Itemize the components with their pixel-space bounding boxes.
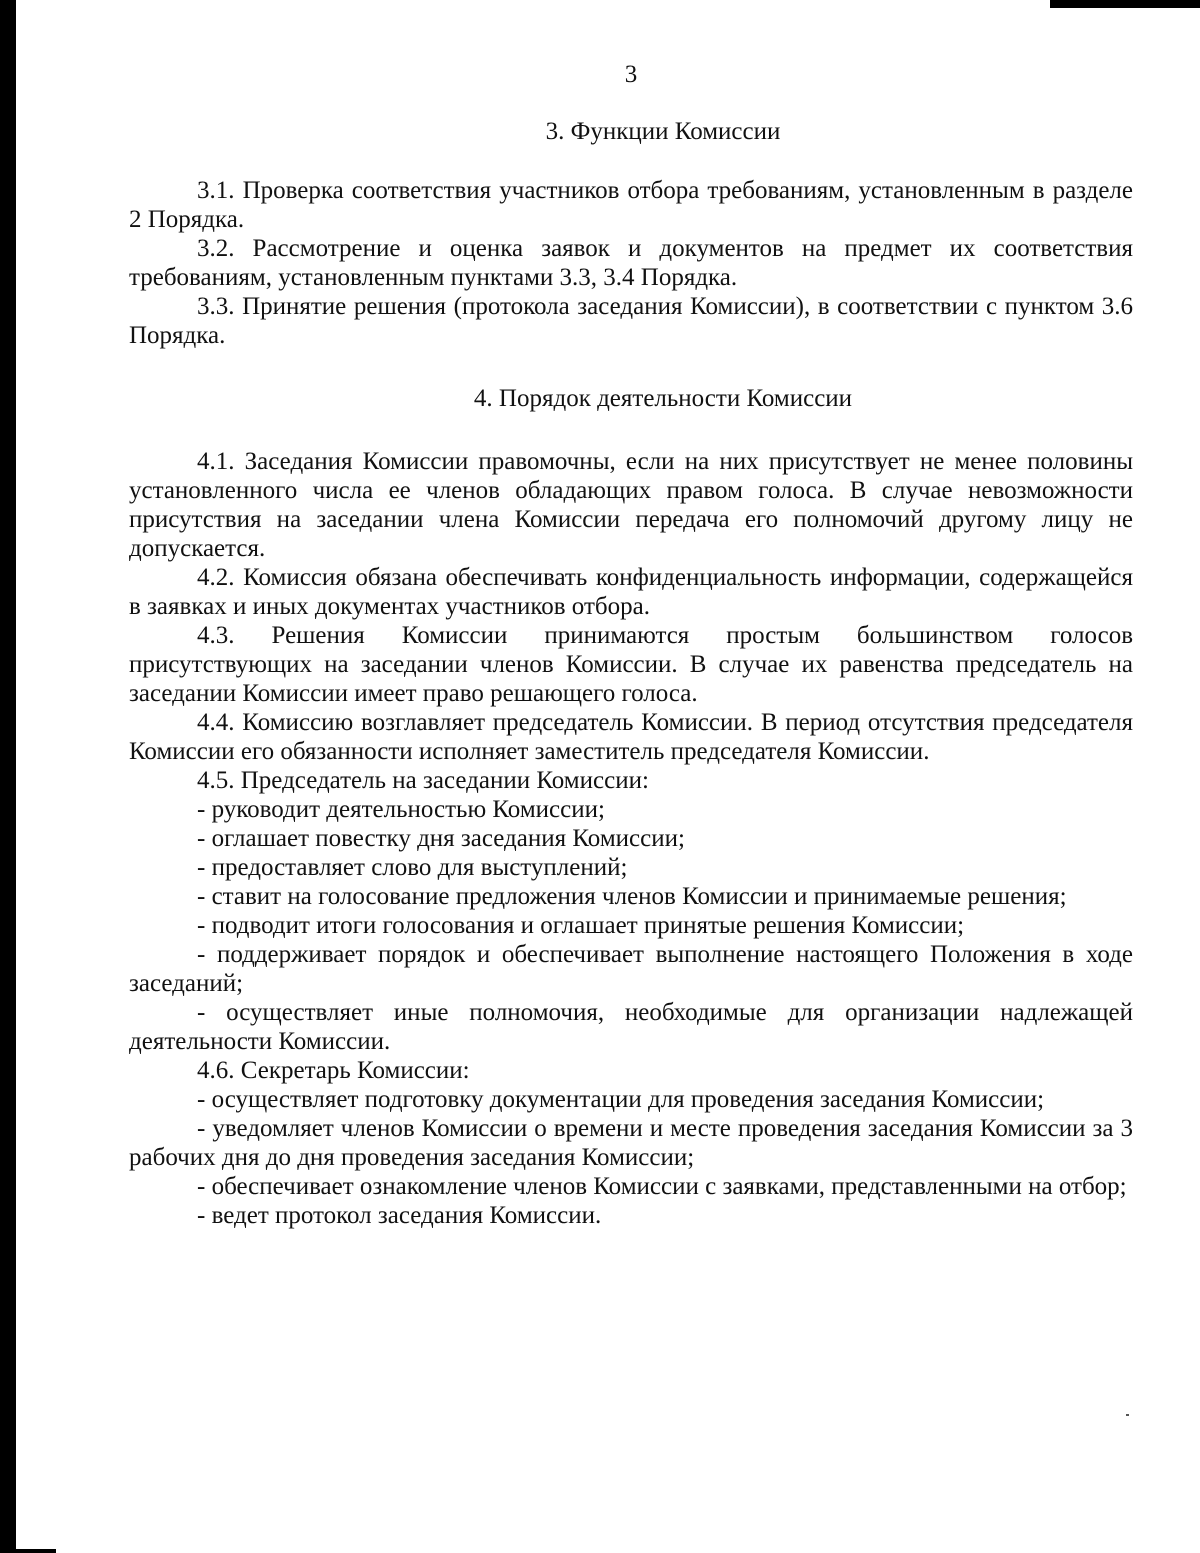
list-item: - ведет протокол заседания Комиссии. — [197, 1202, 602, 1229]
document-body — [129, 117, 1133, 1230]
paragraph-4-4: 4.4. Комиссию возглавляет председатель Комиссии. В период отсутствия председателя Комиссии его обязанности исполняет заместитель председателя Комиссии. — [129, 709, 1133, 765]
list-item: - руководит деятельностью Комиссии; — [197, 796, 605, 823]
list-item: - ставит на голосование предложения членов Комиссии и принимаемые решения; — [197, 883, 1067, 910]
list-item: - подводит итоги голосования и оглашает принятые решения Комиссии; — [197, 912, 965, 939]
list-item: - осуществляет иные полномочия, необходимые для организации надлежащей деятельности Комиссии. — [129, 999, 1133, 1055]
paragraph-4-5: 4.5. Председатель на заседании Комиссии: — [197, 767, 649, 794]
list-item: - оглашает повестку дня заседания Комиссии; — [197, 825, 685, 852]
list-item: - предоставляет слово для выступлений; — [197, 854, 628, 881]
scan-speck — [1126, 1414, 1129, 1416]
paragraph-4-3: 4.3. Решения Комиссии принимаются простым большинством голосов присутствующих на заседании членов Комиссии. В случае их равенства председатель на заседании Комиссии имеет право решающего голоса. — [129, 622, 1133, 707]
scan-edge-bottom — [16, 1549, 56, 1553]
scan-edge-left — [0, 0, 16, 1553]
paragraph-4-2: 4.2. Комиссия обязана обеспечивать конфиденциальность информации, содержащейся в заявках и иных документах участников отбора. — [129, 564, 1133, 620]
section-3-heading: 3. Функции Комиссии — [545, 118, 781, 145]
paragraph-4-1: 4.1. Заседания Комиссии правомочны, если на них присутствует не менее половины установленного числа ее членов обладающих правом голоса. В случае невозможности присутствия на заседании члена Комиссии передача его полномочий другому лицу не допускается. — [129, 448, 1133, 562]
page-number: 3 — [624, 61, 638, 88]
list-item: - уведомляет членов Комиссии о времени и месте проведения заседания Комиссии за 3 рабочих дня до дня проведения заседания Комиссии; — [129, 1115, 1133, 1171]
list-item: - обеспечивает ознакомление членов Комиссии с заявками, представленными на отбор; — [197, 1173, 1127, 1200]
paragraph-3-1: 3.1. Проверка соответствия участников отбора требованиям, установленным в разделе 2 Порядка. — [129, 177, 1133, 233]
paragraph-3-3: 3.3. Принятие решения (протокола заседания Комиссии), в соответствии с пунктом 3.6 Порядка. — [129, 293, 1133, 349]
paragraph-3-2: 3.2. Рассмотрение и оценка заявок и документов на предмет их соответствия требованиям, установленным пунктами 3.3, 3.4 Порядка. — [129, 235, 1133, 291]
list-item: - осуществляет подготовку документации для проведения заседания Комиссии; — [197, 1086, 1045, 1113]
paragraph-4-6: 4.6. Секретарь Комиссии: — [197, 1057, 470, 1084]
section-4-heading: 4. Порядок деятельности Комиссии — [473, 385, 853, 412]
list-item: - поддерживает порядок и обеспечивает выполнение настоящего Положения в ходе заседаний; — [129, 941, 1133, 997]
scan-edge-top — [1050, 0, 1200, 8]
